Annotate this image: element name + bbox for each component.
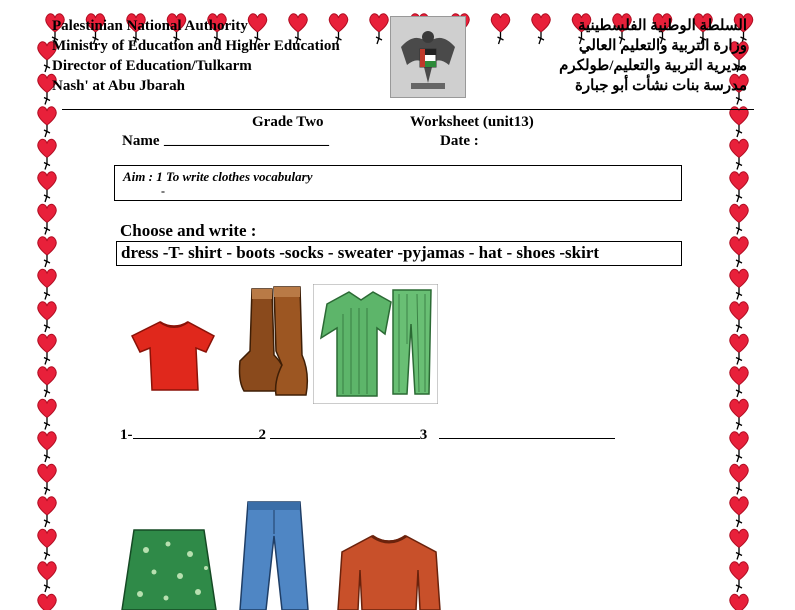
header-divider (62, 109, 754, 110)
date-label: Date : (440, 133, 479, 149)
header-directorate-ar: مديرية التربية والتعليم/طولكرم (559, 58, 747, 74)
jeans-picture (234, 500, 314, 610)
heart-icon (38, 529, 57, 559)
heart-border-left (36, 40, 60, 610)
header-right (559, 16, 747, 96)
heart-icon (38, 269, 57, 299)
answer-blank-1[interactable] (133, 424, 259, 439)
answer-number-2: 2 (258, 427, 266, 443)
heart-icon (491, 14, 510, 44)
header-school-ar: مدرسة بنات نشأت أبو جبارة (575, 78, 747, 94)
boots-picture (230, 285, 310, 403)
answer-number-1: 1- (120, 427, 133, 443)
heart-icon (730, 562, 749, 592)
header-ministry-ar: وزارة التربية والتعليم العالي (578, 38, 747, 54)
heart-icon (730, 367, 749, 397)
word-bank-box (116, 241, 682, 266)
heart-icon (730, 237, 749, 267)
worksheet-title: Worksheet (unit13) (410, 114, 534, 130)
heart-icon (38, 399, 57, 429)
heart-icon (730, 204, 749, 234)
heart-icon (730, 464, 749, 494)
answer-blank-3[interactable] (439, 424, 615, 439)
heart-icon (730, 529, 749, 559)
heart-icon (38, 107, 57, 137)
word-bank: dress -T- shirt - boots -socks - sweater -pyjamas - hat - shoes -skirt (121, 243, 600, 262)
name-line[interactable]: ______________________ (164, 132, 329, 148)
header-school: Nash' at Abu Jbarah (52, 78, 185, 94)
heart-icon (730, 334, 749, 364)
heart-icon (730, 107, 749, 137)
pyjamas-picture (313, 284, 438, 404)
heart-icon (38, 464, 57, 494)
aim-box (114, 165, 682, 201)
heart-icon (730, 432, 749, 462)
header-ministry: Ministry of Education and Higher Education (52, 38, 340, 54)
name-label: Name (122, 133, 160, 149)
heart-icon (38, 367, 57, 397)
answer-blank-2[interactable] (270, 424, 420, 439)
sweater-picture (336, 530, 442, 610)
heart-icon (730, 399, 749, 429)
heart-icon (38, 562, 57, 592)
heart-icon (38, 334, 57, 364)
heart-icon (370, 14, 389, 44)
aim-dash: - (161, 184, 165, 198)
aim-text: Aim : 1 To write clothes vocabulary (123, 169, 313, 184)
heart-icon (38, 432, 57, 462)
heart-icon (38, 172, 57, 202)
heart-icon (730, 172, 749, 202)
heart-border-right (728, 40, 752, 610)
answer-number-3: 3 (419, 427, 428, 443)
skirt-picture (120, 528, 218, 610)
emblem-icon (390, 16, 466, 98)
header-left (52, 16, 340, 96)
heart-icon (38, 204, 57, 234)
t-shirt-picture (130, 318, 218, 394)
heart-icon (730, 497, 749, 527)
heart-icon (38, 302, 57, 332)
grade-label: Grade Two (252, 114, 324, 130)
heart-icon (730, 302, 749, 332)
heart-icon (730, 594, 749, 610)
task-instruction: Choose and write : (120, 221, 257, 240)
header-authority: Palestinian National Authority (52, 18, 248, 34)
header-directorate: Director of Education/Tulkarm (52, 58, 252, 74)
heart-icon (38, 237, 57, 267)
heart-icon (730, 139, 749, 169)
heart-icon (730, 269, 749, 299)
answer-lines (120, 424, 615, 444)
heart-icon (38, 497, 57, 527)
heart-icon (38, 139, 57, 169)
heart-icon (38, 594, 57, 610)
header-authority-ar: السلطة الوطنية الفلسطينية (577, 18, 747, 34)
heart-icon (532, 14, 551, 44)
